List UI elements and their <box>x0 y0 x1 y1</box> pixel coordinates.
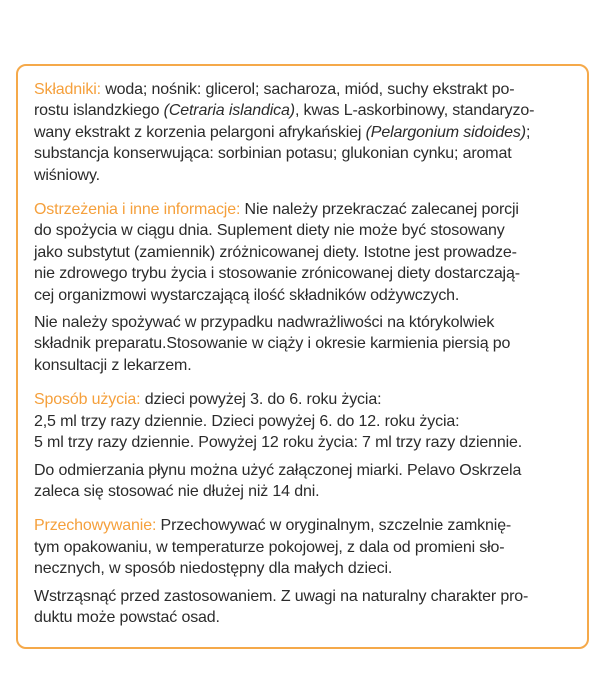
latin-name-cetraria: (Cetraria islandica) <box>163 102 295 120</box>
warnings-line-2: do spożycia w ciągu dnia. Suplement diety nie może być stosowany <box>34 222 505 240</box>
usage-heading: Sposób użycia: <box>34 391 141 409</box>
ingredients-section <box>34 79 582 186</box>
usage-line-2: 2,5 ml trzy razy dziennie. Dzieci powyżej 6. do 12. roku życia: <box>34 412 460 430</box>
ingredients-line-2: rostu islandzkiego (Cetraria islandica), kwas L-askorbinowy, standaryzo- <box>34 102 535 120</box>
ingredients-line-3: wany ekstrakt z korzenia pelargoni afrykańskiej (Pelargonium sidoides); <box>34 123 531 141</box>
storage-p2-line-1: Wstrząsnąć przed zastosowaniem. Z uwagi na naturalny charakter pro- <box>34 587 529 605</box>
latin-name-pelargonium: (Pelargonium sidoides) <box>365 123 526 141</box>
warnings-p2-line-3: konsultacji z lekarzem. <box>34 356 192 374</box>
warnings-line-4: nie zdrowego trybu życia i stosowanie zrónicowanej diety dostarczają- <box>34 265 520 283</box>
usage-line-1: Sposób użycia: dzieci powyżej 3. do 6. roku życia: <box>34 391 382 409</box>
product-info-text <box>34 79 582 628</box>
ingredients-line-5: wiśniowy. <box>34 166 100 184</box>
warnings-line-1: Ostrzeżenia i inne informacje: Nie należy przekraczać zalecanej porcji <box>34 201 519 219</box>
storage-heading: Przechowywanie: <box>34 517 157 535</box>
storage-section <box>34 515 582 628</box>
storage-line-2: tym opakowaniu, w temperaturze pokojowej, z dala od promieni sło- <box>34 538 505 556</box>
warnings-section <box>34 199 582 376</box>
storage-line-3: necznych, w sposób niedostępny dla małych dzieci. <box>34 560 393 578</box>
ingredients-line-1: Składniki: woda; nośnik: glicerol; sacharoza, miód, suchy ekstrakt po- <box>34 81 515 98</box>
usage-line-3: 5 ml trzy razy dziennie. Powyżej 12 roku życia: 7 ml trzy razy dziennie. <box>34 434 523 452</box>
warnings-p2-line-2: składnik preparatu.Stosowanie w ciąży i okresie karmienia piersią po <box>34 335 511 353</box>
storage-p2-line-2: duktu może powstać osad. <box>34 608 220 626</box>
ingredients-line-4: substancja konserwująca: sorbinian potasu; glukonian cynku; aromat <box>34 145 512 163</box>
warnings-heading: Ostrzeżenia i inne informacje: <box>34 201 241 219</box>
usage-p2-line-1: Do odmierzania płynu można użyć załączonej miarki. Pelavo Oskrzela <box>34 461 522 479</box>
warnings-line-3: jako substytut (zamiennik) zróżnicowanej diety. Istotne jest prowadze- <box>34 243 517 261</box>
ingredients-heading: Składniki: <box>34 81 101 98</box>
warnings-p2-line-1: Nie należy spożywać w przypadku nadwrażliwości na którykolwiek <box>34 314 495 332</box>
warnings-line-5: cej organizmowi wystarczającą ilość składników odżywczych. <box>34 286 460 304</box>
usage-section <box>34 389 582 502</box>
storage-line-1: Przechowywanie: Przechowywać w oryginalnym, szczelnie zamknię- <box>34 517 512 535</box>
usage-p2-line-2: zaleca się stosować nie dłużej niż 14 dni. <box>34 482 320 500</box>
